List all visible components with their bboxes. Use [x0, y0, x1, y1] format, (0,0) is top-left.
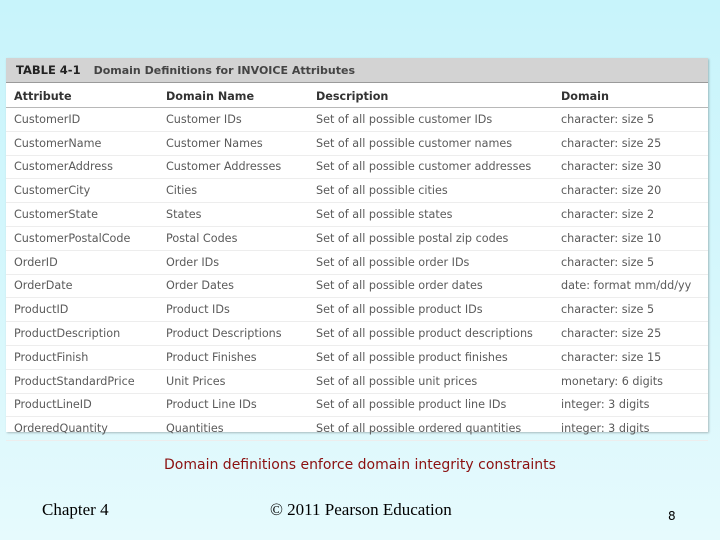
cell-domain-name: Product Descriptions — [158, 322, 308, 346]
table-row — [6, 345, 708, 369]
table-row — [6, 274, 708, 298]
table-title: Domain Definitions for INVOICE Attributes — [93, 63, 356, 77]
cell-domain-name: Product Finishes — [158, 345, 308, 369]
cell-domain-name: States — [158, 203, 308, 227]
cell-attribute: ProductStandardPrice — [6, 369, 158, 393]
cell-description: Set of all possible product finishes — [308, 345, 553, 369]
cell-description: Set of all possible ordered quantities — [308, 417, 553, 441]
footer-copyright: © 2011 Pearson Education — [270, 500, 452, 519]
cell-domain: date: format mm/dd/yy — [553, 274, 708, 298]
cell-description: Set of all possible customer IDs — [308, 108, 553, 132]
table-body — [6, 108, 708, 441]
table-row — [6, 108, 708, 132]
column-header-attribute: Attribute — [6, 85, 158, 108]
cell-description: Set of all possible product line IDs — [308, 393, 553, 417]
cell-attribute: ProductDescription — [6, 322, 158, 346]
cell-attribute: ProductLineID — [6, 393, 158, 417]
cell-domain: character: size 20 — [553, 179, 708, 203]
table-row — [6, 226, 708, 250]
table-row — [6, 155, 708, 179]
cell-domain: character: size 5 — [553, 108, 708, 132]
cell-description: Set of all possible cities — [308, 179, 553, 203]
domain-definitions-table-panel — [6, 58, 708, 436]
cell-attribute: CustomerState — [6, 203, 158, 227]
table-row — [6, 203, 708, 227]
cell-attribute: CustomerPostalCode — [6, 226, 158, 250]
table-header-row — [6, 85, 708, 108]
cell-description: Set of all possible order IDs — [308, 250, 553, 274]
cell-domain: character: size 5 — [553, 298, 708, 322]
cell-domain-name: Product IDs — [158, 298, 308, 322]
cell-attribute: CustomerCity — [6, 179, 158, 203]
cell-description: Set of all possible customer addresses — [308, 155, 553, 179]
cell-domain: character: size 25 — [553, 322, 708, 346]
cell-attribute: OrderID — [6, 250, 158, 274]
page-number: 8 — [668, 509, 676, 523]
cell-domain: character: size 5 — [553, 250, 708, 274]
table-number: TABLE 4-1 — [16, 63, 81, 77]
slide-caption: Domain definitions enforce domain integrity constraints — [164, 457, 556, 473]
cell-attribute: OrderDate — [6, 274, 158, 298]
cell-description: Set of all possible product descriptions — [308, 322, 553, 346]
cell-domain-name: Customer IDs — [158, 108, 308, 132]
table-row — [6, 250, 708, 274]
cell-description: Set of all possible states — [308, 203, 553, 227]
cell-description: Set of all possible customer names — [308, 131, 553, 155]
cell-description: Set of all possible unit prices — [308, 369, 553, 393]
cell-domain: character: size 25 — [553, 131, 708, 155]
column-header-description: Description — [308, 85, 553, 108]
table-header-bar — [6, 58, 708, 83]
domain-definitions-table — [6, 85, 708, 441]
cell-domain: monetary: 6 digits — [553, 369, 708, 393]
cell-domain: character: size 15 — [553, 345, 708, 369]
cell-domain-name: Customer Names — [158, 131, 308, 155]
cell-attribute: CustomerID — [6, 108, 158, 132]
cell-description: Set of all possible postal zip codes — [308, 226, 553, 250]
footer-chapter: Chapter 4 — [42, 500, 109, 519]
cell-attribute: OrderedQuantity — [6, 417, 158, 441]
table-row — [6, 131, 708, 155]
cell-domain: character: size 10 — [553, 226, 708, 250]
cell-domain-name: Quantities — [158, 417, 308, 441]
cell-domain: character: size 30 — [553, 155, 708, 179]
cell-domain-name: Cities — [158, 179, 308, 203]
column-header-domain-name: Domain Name — [158, 85, 308, 108]
cell-domain-name: Product Line IDs — [158, 393, 308, 417]
cell-description: Set of all possible order dates — [308, 274, 553, 298]
cell-domain-name: Unit Prices — [158, 369, 308, 393]
column-header-domain: Domain — [553, 85, 708, 108]
cell-attribute: CustomerAddress — [6, 155, 158, 179]
cell-domain-name: Customer Addresses — [158, 155, 308, 179]
cell-domain: character: size 2 — [553, 203, 708, 227]
cell-domain-name: Postal Codes — [158, 226, 308, 250]
cell-attribute: ProductFinish — [6, 345, 158, 369]
cell-attribute: CustomerName — [6, 131, 158, 155]
table-row — [6, 298, 708, 322]
cell-attribute: ProductID — [6, 298, 158, 322]
cell-description: Set of all possible product IDs — [308, 298, 553, 322]
cell-domain: integer: 3 digits — [553, 393, 708, 417]
table-row — [6, 369, 708, 393]
table-row — [6, 322, 708, 346]
cell-domain: integer: 3 digits — [553, 417, 708, 441]
table-row — [6, 393, 708, 417]
cell-domain-name: Order Dates — [158, 274, 308, 298]
table-row — [6, 179, 708, 203]
cell-domain-name: Order IDs — [158, 250, 308, 274]
table-row — [6, 417, 708, 441]
